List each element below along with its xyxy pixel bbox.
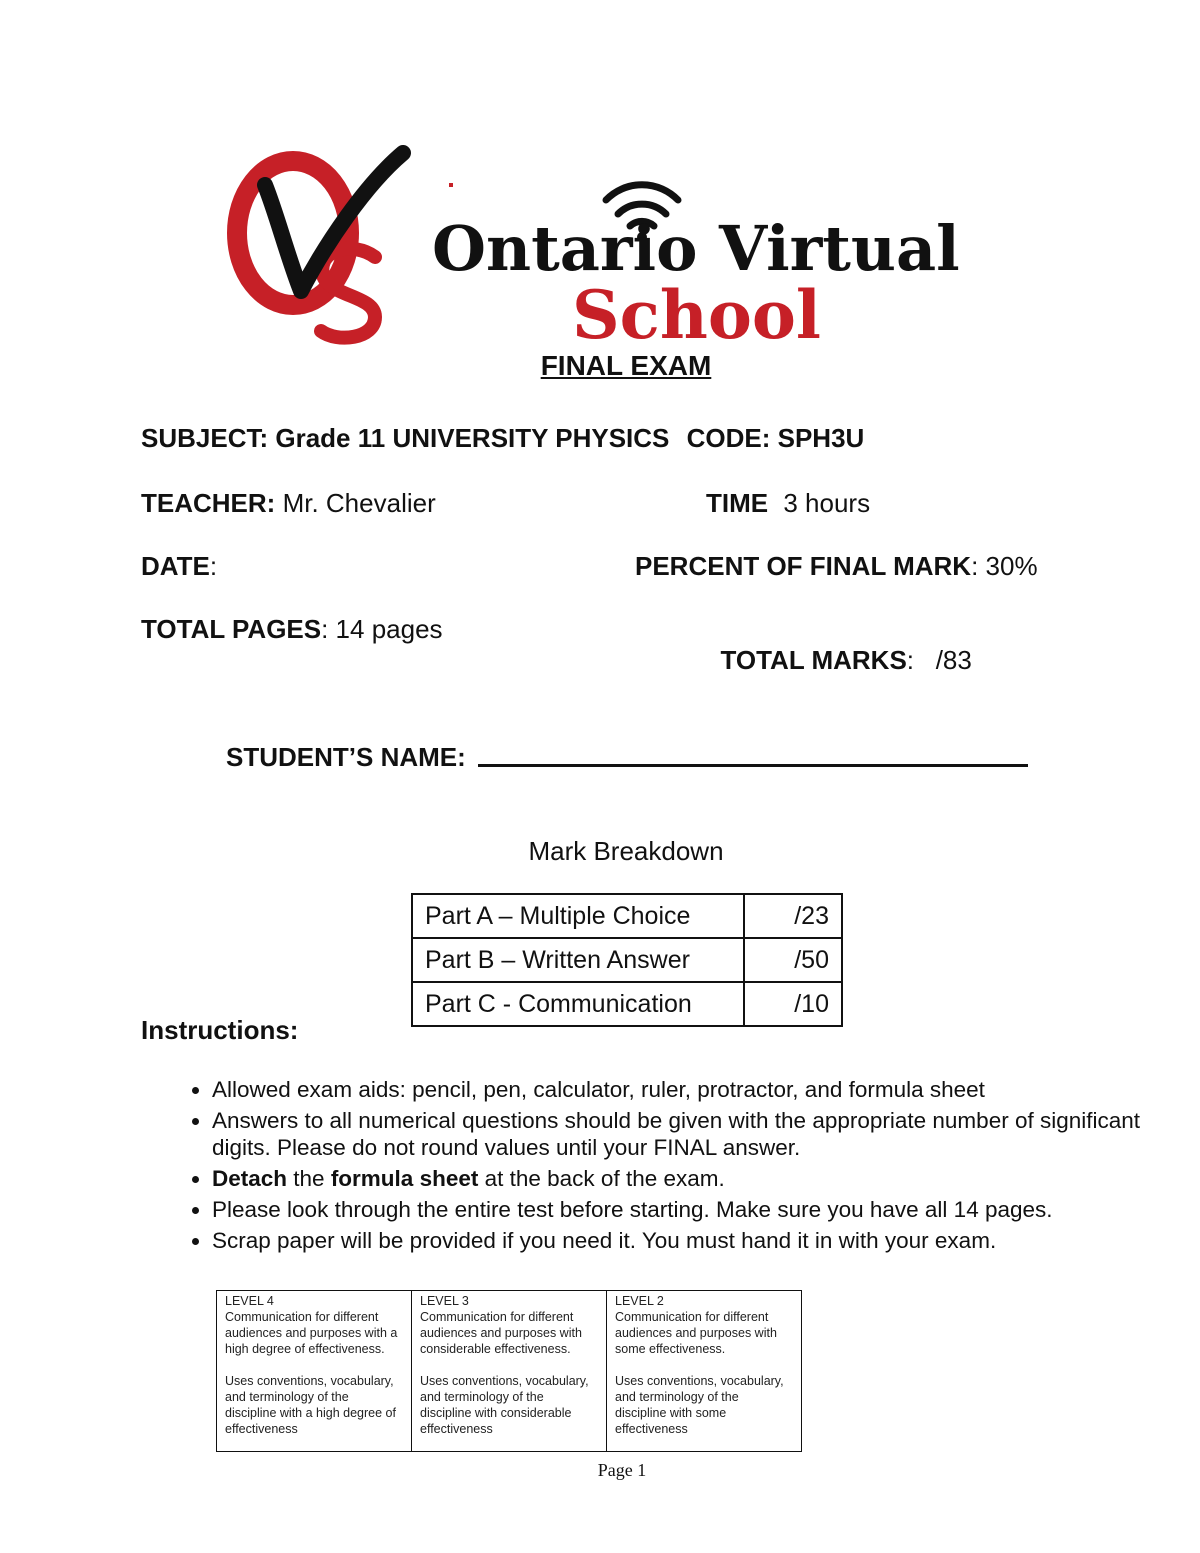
pages-row	[141, 614, 443, 645]
table-row	[412, 982, 842, 1026]
student-name-label	[226, 742, 466, 773]
code-value: SPH3U	[777, 423, 865, 453]
logo-name-line2: School	[572, 276, 821, 354]
marks-row	[706, 614, 972, 676]
ovs-monogram-icon	[225, 145, 415, 345]
level-desc-2: Uses conventions, vocabulary, and terminology of the discipline with considerable effectiveness	[420, 1374, 589, 1436]
list-item: • Allowed exam aids: pencil, pen, calculator, ruler, protractor, and formula sheet	[212, 1076, 1152, 1103]
time-row	[706, 488, 870, 519]
list-item: • Scrap paper will be provided if you need it. You must hand it in with your exam.	[212, 1227, 1152, 1254]
item3-text1: the	[287, 1166, 331, 1191]
time-label: TIME	[706, 488, 769, 518]
mark-breakdown-caption: Mark Breakdown	[528, 836, 724, 866]
list-item: • Please look through the entire test before starting. Make sure you have all 14 pages.	[212, 1196, 1152, 1223]
marks-label: TOTAL MARKS	[720, 645, 907, 675]
student-name-label-text: STUDENT’S NAME:	[226, 742, 466, 772]
teacher-label: TEACHER:	[141, 488, 276, 518]
date-value: :	[209, 551, 218, 581]
teacher-row	[141, 488, 436, 519]
logo-name-line1: Ontario Virtual	[432, 212, 960, 285]
level-desc-2: Uses conventions, vocabulary, and terminology of the discipline with some effectiveness	[615, 1374, 784, 1436]
instructions-list	[170, 1076, 1152, 1258]
page-number: Page 1	[597, 1460, 647, 1480]
subject-value: Grade 11 UNIVERSITY PHYSICS	[275, 423, 670, 453]
breakdown-value: /50	[744, 938, 842, 982]
time-value: 3 hours	[783, 488, 871, 518]
breakdown-value: /23	[744, 894, 842, 938]
levels-table	[216, 1290, 802, 1452]
table-row	[217, 1291, 802, 1452]
percent-value: : 30%	[971, 551, 1038, 581]
breakdown-value: /10	[744, 982, 842, 1026]
date-label: DATE	[141, 551, 210, 581]
code-label: CODE:	[686, 423, 771, 453]
level-desc-1: Communication for different audiences and purposes with a high degree of effectiveness.	[225, 1310, 398, 1356]
item3-text2: at the back of the exam.	[478, 1166, 725, 1191]
date-row	[141, 551, 217, 582]
level-cell	[217, 1291, 412, 1452]
level-desc-2: Uses conventions, vocabulary, and terminology of the discipline with a high degree of effectiveness	[225, 1374, 396, 1436]
level-cell	[607, 1291, 802, 1452]
level-heading: LEVEL 4	[225, 1294, 274, 1308]
breakdown-label: Part B – Written Answer	[412, 938, 744, 982]
level-desc-1: Communication for different audiences and purposes with some effectiveness.	[615, 1310, 777, 1356]
marks-value: : /83	[906, 645, 972, 675]
table-row	[412, 938, 842, 982]
percent-label: PERCENT OF FINAL MARK	[635, 551, 972, 581]
subject-label: SUBJECT:	[141, 423, 269, 453]
level-heading: LEVEL 2	[615, 1294, 664, 1308]
teacher-value: Mr. Chevalier	[282, 488, 436, 518]
page-title: FINAL EXAM	[540, 350, 712, 381]
breakdown-label: Part A – Multiple Choice	[412, 894, 744, 938]
pages-value: : 14 pages	[321, 614, 443, 644]
percent-row	[635, 551, 1038, 582]
list-item: • Answers to all numerical questions should be given with the appropriate number of significant digits. Please do not round values until your FINAL answer.	[212, 1107, 1152, 1161]
student-name-line[interactable]	[478, 764, 1028, 767]
breakdown-label: Part C - Communication	[412, 982, 744, 1026]
table-row	[412, 894, 842, 938]
detach-text: Detach	[212, 1166, 288, 1191]
list-item	[212, 1165, 1152, 1192]
level-cell	[412, 1291, 607, 1452]
level-desc-1: Communication for different audiences and purposes with considerable effectiveness.	[420, 1310, 582, 1356]
pages-label: TOTAL PAGES	[141, 614, 322, 644]
logo-dot	[449, 183, 453, 187]
subject-row	[141, 423, 864, 454]
mark-breakdown-table	[411, 893, 843, 1027]
level-heading: LEVEL 3	[420, 1294, 469, 1308]
instructions-heading: Instructions:	[141, 1015, 299, 1045]
formula-sheet-text: formula sheet	[330, 1166, 479, 1191]
